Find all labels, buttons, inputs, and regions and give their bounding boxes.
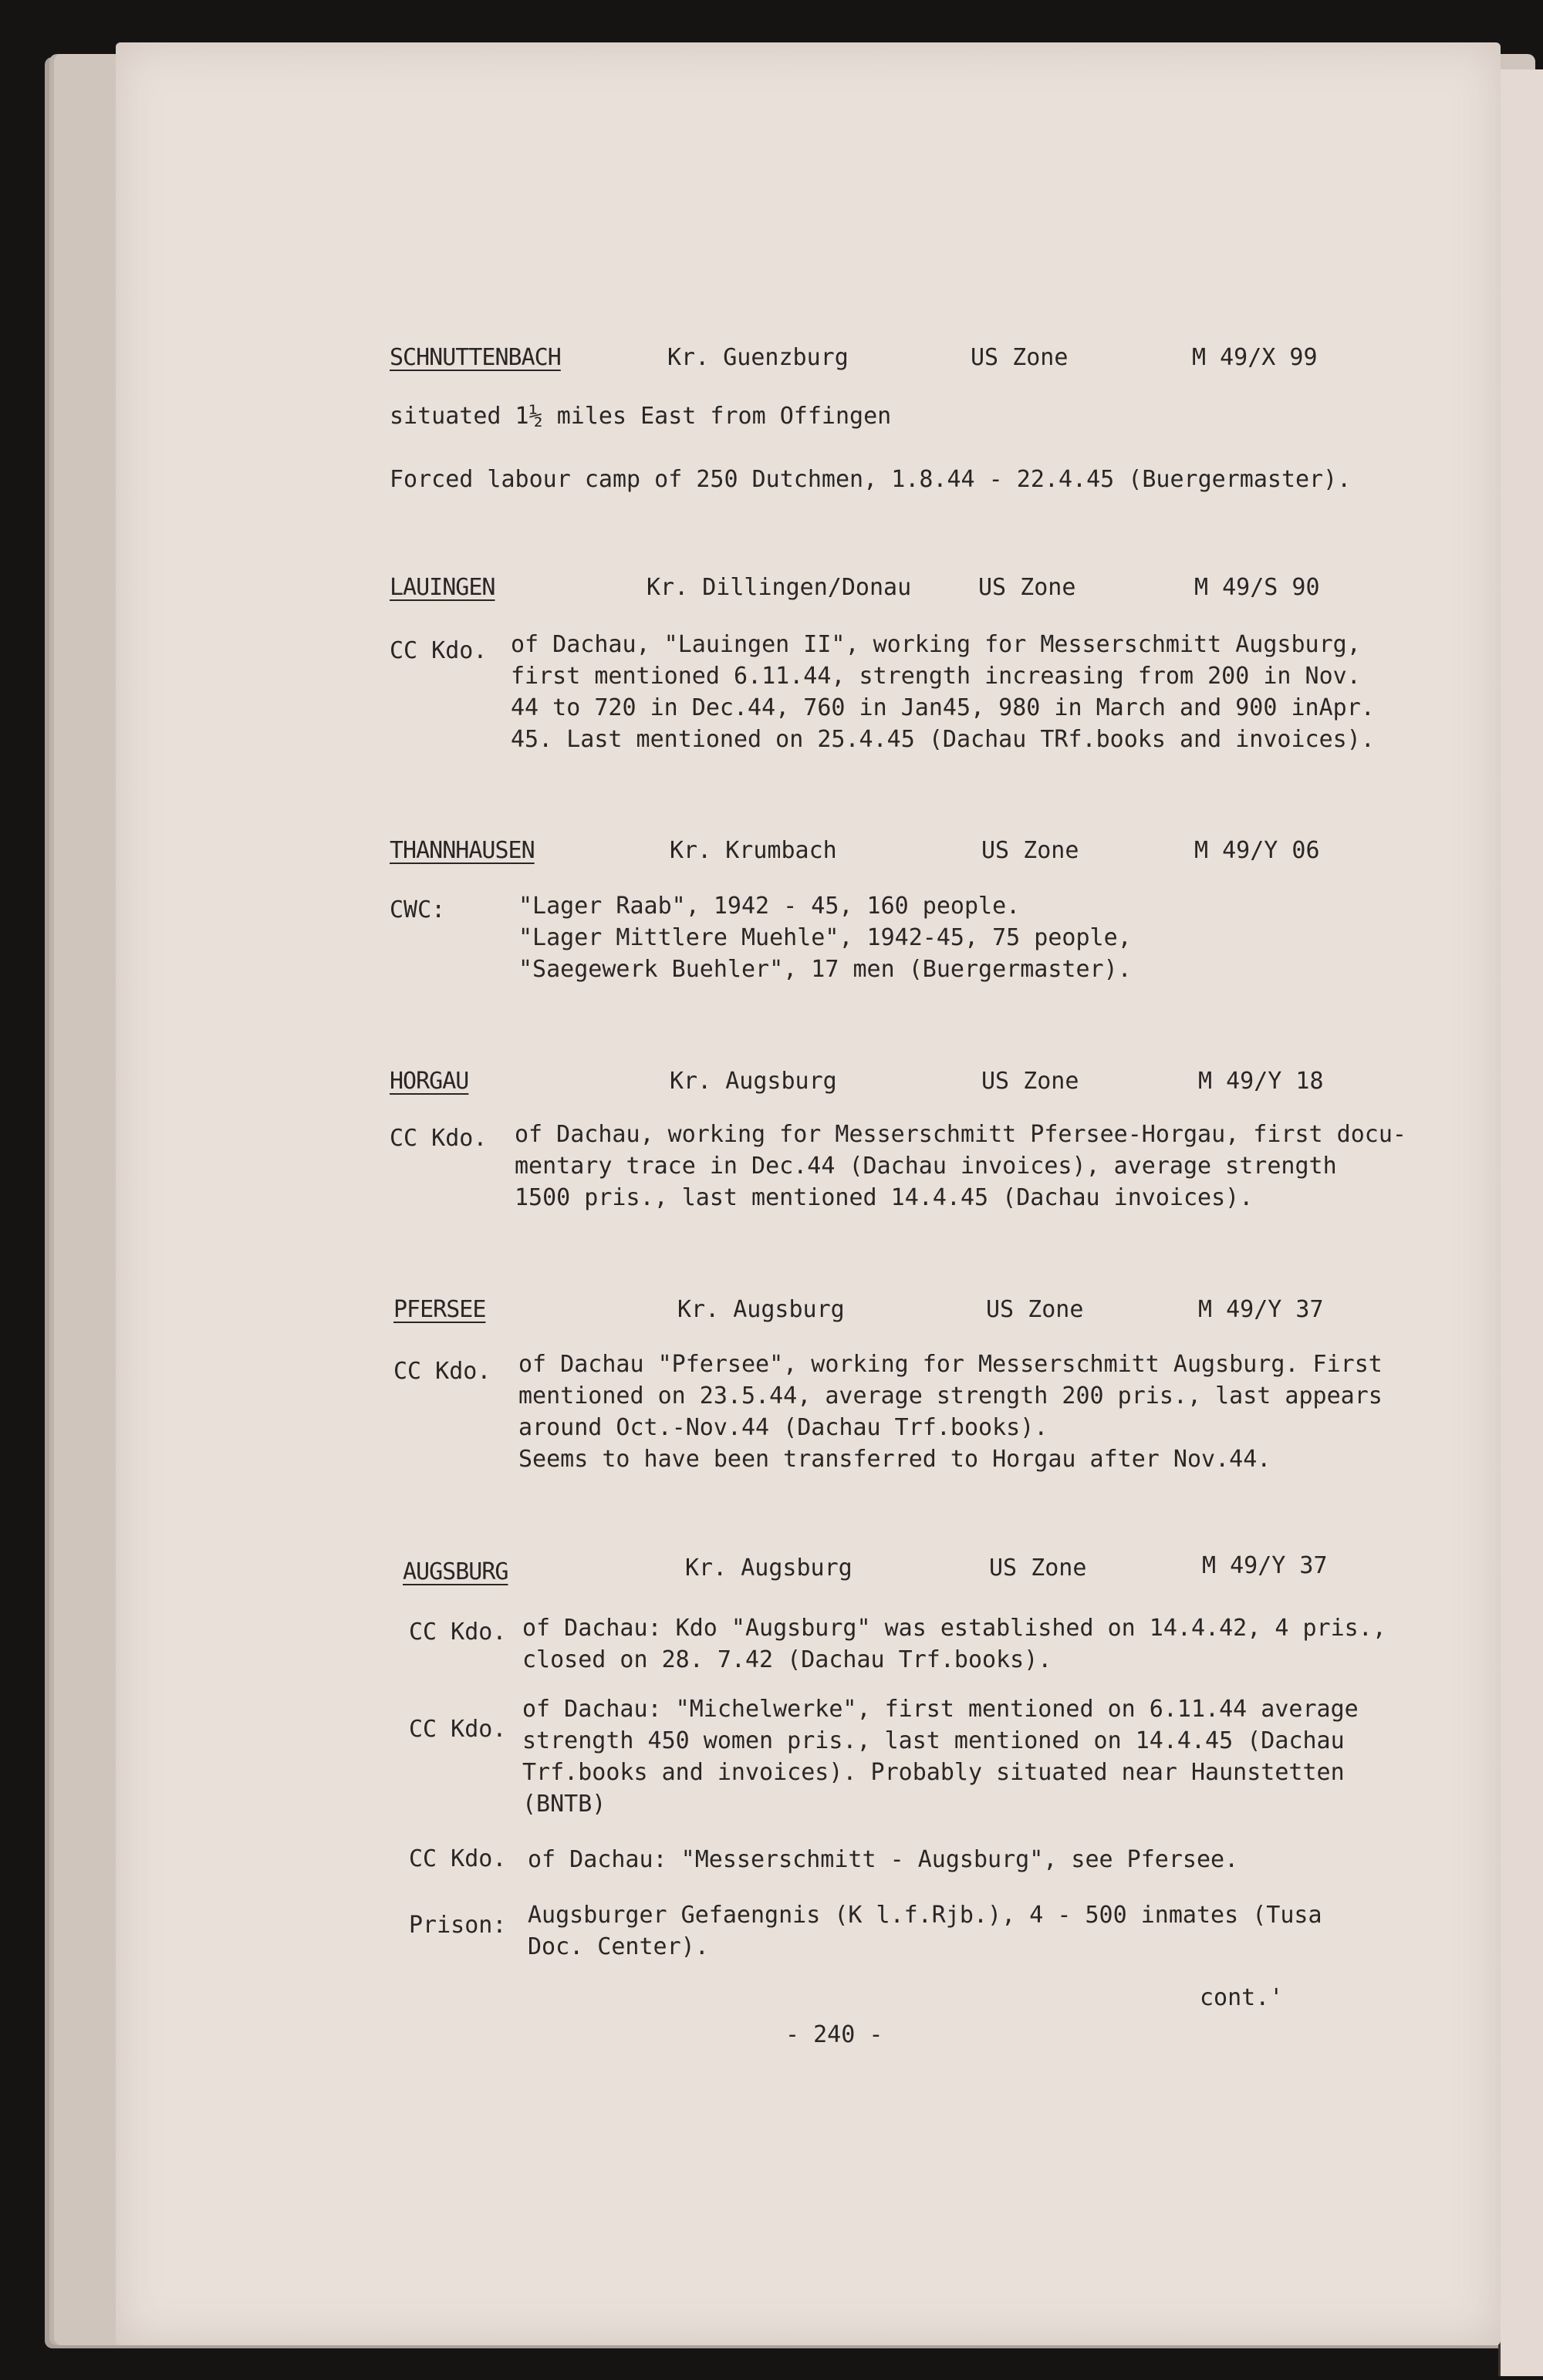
continuation-note: cont.' (1200, 1984, 1284, 2011)
entry-item-text: of Dachau: Kdo "Augsburg" was established on 14.4.42, 4 pris., closed on 28. 7.42 (Dachau Trf.books). (522, 1615, 1386, 1673)
entry-map-ref: M 49/Y 18 (1198, 1068, 1324, 1095)
entry-zone: US Zone (989, 1555, 1087, 1582)
entry-map-ref: M 49/X 99 (1192, 344, 1318, 371)
entry-item-text: of Dachau "Pfersee", working for Messerschmitt Augsburg. First mentioned on 23.5.44, average strength 200 pris., last appears around Oct.-Nov.44 (Dachau Trf.books). Seems to have been transferred to Horgau after Nov.44. (518, 1351, 1383, 1473)
entry-place-name: LAUINGEN (390, 574, 495, 601)
entry-item-text: of Dachau, working for Messerschmitt Pfersee-Horgau, first docu- mentary trace in Dec.44 (Dachau invoices), average strength 1500 pris., last mentioned 14.4.45 (Dachau invoices). (515, 1121, 1406, 1211)
entry-map-ref: M 49/Y 06 (1194, 837, 1320, 864)
entry-zone: US Zone (981, 837, 1079, 864)
entry-kreis: Kr. Dillingen/Donau (647, 574, 912, 601)
entry-item-label: CC Kdo. (409, 1845, 507, 1872)
entry-item-text: of Dachau: "Michelwerke", first mentioned on 6.11.44 average strength 450 women pris., last mentioned on 14.4.45 (Dachau Trf.books and invoices). Probably situated near Haunstetten (BNTB) (522, 1696, 1359, 1818)
entry-item-text: of Dachau, "Lauingen II", working for Messerschmitt Augsburg, first mentioned 6.11.44, strength increasing from 200 in Nov. 44 to 720 in Dec.44, 760 in Jan45, 980 in March and 900 inApr. 45. Last mentioned on 25.4.45 (Dachau TRf.books and invoices). (511, 631, 1375, 753)
entry-kreis: Kr. Augsburg (685, 1555, 853, 1582)
entry-zone: US Zone (971, 344, 1069, 371)
entry-map-ref: M 49/S 90 (1194, 574, 1320, 601)
entry-place-name: HORGAU (390, 1068, 469, 1095)
entry-item-label: CC Kdo. (409, 1619, 507, 1646)
entry-item-label: Prison: (409, 1912, 507, 1939)
entry-detail-line: situated 1½ miles East from Offingen (390, 403, 892, 430)
entry-zone: US Zone (978, 574, 1076, 601)
entry-place-name: AUGSBURG (403, 1558, 508, 1585)
entry-item-text: of Dachau: "Messerschmitt - Augsburg", see Pfersee. (528, 1846, 1239, 1873)
entry-detail-line: Forced labour camp of 250 Dutchmen, 1.8.44 - 22.4.45 (Buergermaster). (390, 466, 1352, 493)
entry-place-name: SCHNUTTENBACH (390, 344, 561, 371)
entry-kreis: Kr. Augsburg (670, 1068, 837, 1095)
entry-item-text: Augsburger Gefaengnis (K l.f.Rjb.), 4 - 500 inmates (Tusa Doc. Center). (528, 1902, 1322, 1960)
entry-place-name: THANNHAUSEN (390, 837, 535, 864)
entry-map-ref: M 49/Y 37 (1202, 1552, 1328, 1579)
entry-zone: US Zone (986, 1296, 1084, 1323)
entry-item-text: "Lager Raab", 1942 - 45, 160 people. "Lager Mittlere Muehle", 1942-45, 75 people, "Saegewerk Buehler", 17 men (Buergermaster). (518, 893, 1132, 983)
entry-kreis: Kr. Guenzburg (667, 344, 849, 371)
entry-zone: US Zone (981, 1068, 1079, 1095)
page-number: - 240 - (785, 2021, 883, 2048)
entry-item-label: CWC: (390, 896, 446, 923)
entry-place-name: PFERSEE (393, 1296, 486, 1323)
entry-kreis: Kr. Krumbach (670, 837, 837, 864)
entry-item-label: CC Kdo. (390, 1125, 488, 1152)
entry-item-label: CC Kdo. (393, 1358, 491, 1385)
entry-item-label: CC Kdo. (390, 637, 488, 664)
entry-item-label: CC Kdo. (409, 1716, 507, 1743)
entry-kreis: Kr. Augsburg (677, 1296, 845, 1323)
facing-page-edge (1498, 69, 1543, 2376)
entry-map-ref: M 49/Y 37 (1198, 1296, 1324, 1323)
